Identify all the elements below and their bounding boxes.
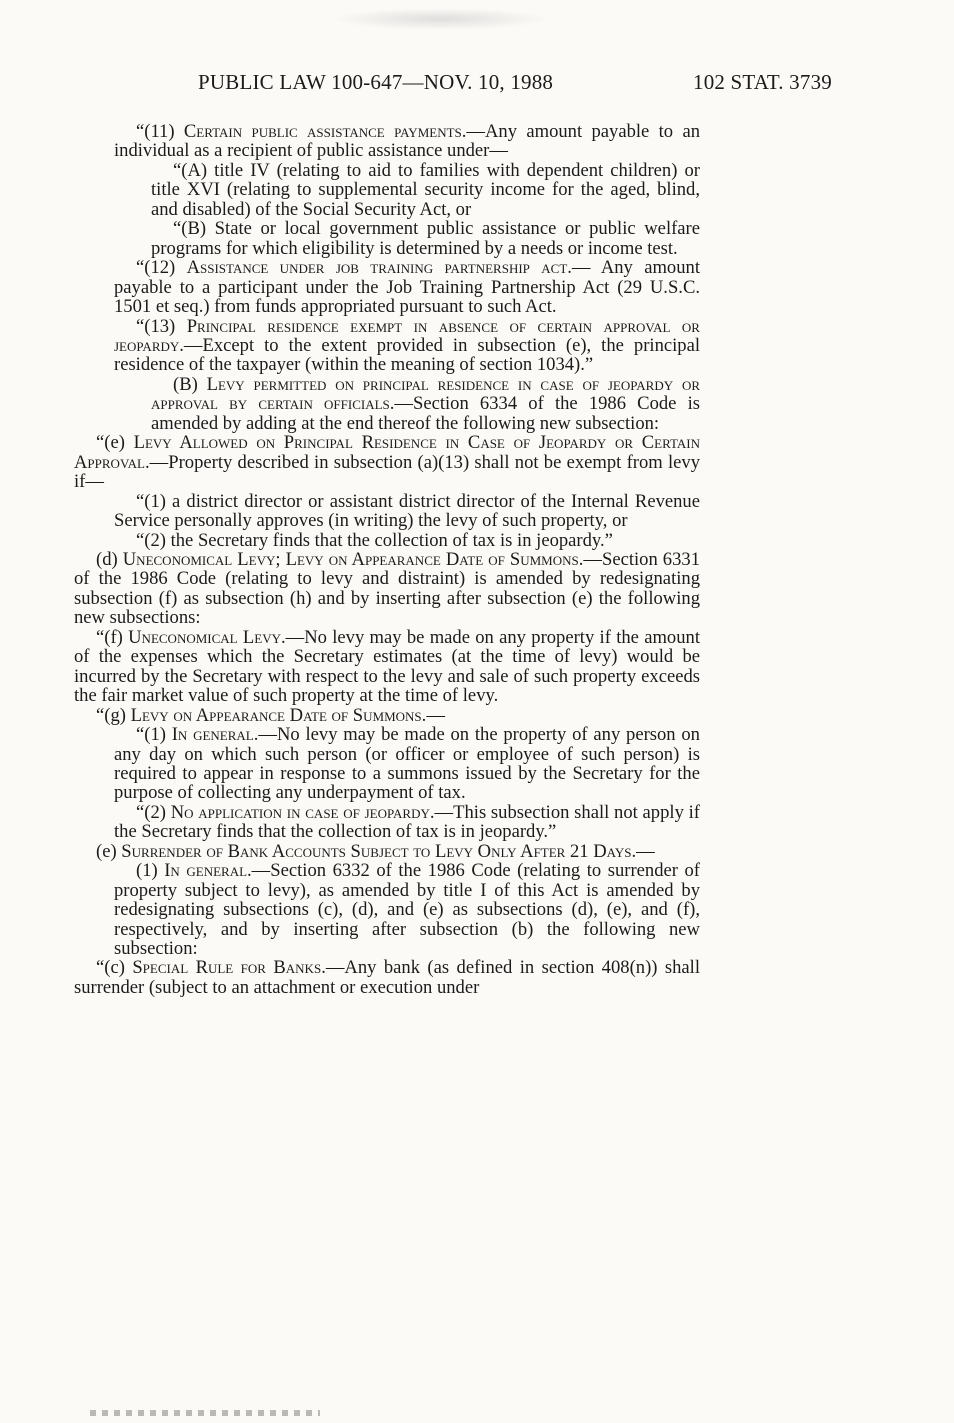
paragraph-text: (d) <box>96 548 123 570</box>
paragraph <box>74 706 700 725</box>
paragraph-text: “(A) title IV (relating to aid to families with dependent children) or title XVI (relating to supplemental security income for the aged, blind, and disabled) of the Social Security Act, or <box>151 159 700 220</box>
section-heading: No application in case of jeopardy <box>170 801 430 823</box>
section-heading: Levy on Appearance Date of Summons <box>130 704 422 726</box>
paragraph-text: “(e) <box>96 432 134 454</box>
paragraph <box>151 219 700 258</box>
paragraph <box>151 161 700 219</box>
paragraph <box>114 861 700 958</box>
section-heading: Surrender of Bank Accounts Subject to Levy Only After 21 Days <box>121 840 632 862</box>
paragraph <box>114 258 700 316</box>
paragraph <box>74 628 700 706</box>
paragraph <box>114 803 700 842</box>
paragraph-text: .—Property described in subsection (a)(13) shall not be exempt from levy if— <box>74 451 700 493</box>
paragraph-text: .—Section 6334 of the 1986 Code is amended by adding at the end thereof the following new subsection: <box>151 393 700 434</box>
paragraph-text: “(1) <box>136 724 172 746</box>
section-heading: Uneconomical Levy; Levy on Appearance Date of Summons <box>122 548 579 570</box>
paragraph-text: “(2) the Secretary finds that the collection of tax is in jeopardy.” <box>136 529 613 551</box>
paragraph-text: “(f) <box>96 626 129 648</box>
section-heading: Special Rule for Banks <box>132 957 322 979</box>
paragraph-text: “(g) <box>96 704 131 726</box>
paragraph-text: “(12) <box>136 257 187 279</box>
scan-artifact <box>330 8 550 30</box>
paragraph-text: .—No levy may be made on the property of any person on any day on which such person (or officer or employee of such person) is required to appear in response to a summons issued by the Secretary for the purpose of collecting any underpayment of tax. <box>114 724 700 804</box>
statute-body <box>74 122 700 997</box>
paragraph-text: (1) <box>136 860 165 882</box>
paragraph-text: .— <box>421 704 445 726</box>
section-heading: Certain public assistance payments <box>183 121 462 142</box>
paragraph-text: .—Except to the extent provided in subsection (e), the principal residence of the taxpayer (within the meaning of section 1034).” <box>114 334 700 376</box>
paragraph <box>74 550 700 628</box>
section-heading: Principal residence exempt in absence of certain approval or jeopardy <box>114 315 700 356</box>
paragraph <box>74 842 700 861</box>
paragraph <box>151 375 700 433</box>
section-heading: In general <box>164 860 248 882</box>
running-header-title: PUBLIC LAW 100-647—NOV. 10, 1988 <box>198 70 554 94</box>
section-heading: Uneconomical Levy <box>128 626 281 648</box>
paragraph-text: “(13) <box>136 315 187 337</box>
paragraph-text: .—No levy may be made on any property if the amount of the expenses which the Secretary estimates (at the time of levy) would be incurred by the Secretary with respect to the levy and sale of such property exceeds the fair market value of such property at the time of levy. <box>74 626 700 707</box>
section-heading: Levy Allowed on Principal Residence in Case of Jeopardy or Certain Approval <box>74 432 700 473</box>
paragraph-text: .— <box>631 840 655 862</box>
paragraph-text: (B) <box>173 373 207 395</box>
paragraph <box>114 492 700 531</box>
section-heading: Assistance under job training partnership act <box>186 257 568 279</box>
paragraph-text: (e) <box>96 840 122 862</box>
paragraph-text: .—Section 6332 of the 1986 Code (relating to surrender of property subject to levy), as amended by title I of this Act is amended by redesignating subsections (c), (d), and (e) as subsections (d), (e), and (f), respectively, and by inserting after subsection (b) the following new subsection: <box>114 860 700 960</box>
page-number: 102 STAT. 3739 <box>693 70 832 94</box>
paragraph-text: “(c) <box>96 957 133 979</box>
paragraph <box>74 433 700 491</box>
scan-footer-artifact <box>90 1410 320 1416</box>
section-heading: In general <box>171 724 254 746</box>
paragraph <box>114 725 700 803</box>
paragraph-text: “(2) <box>136 801 171 823</box>
paragraph-text: .—Any amount payable to an individual as a recipient of public assistance under— <box>114 121 700 162</box>
paragraph <box>114 122 700 161</box>
paragraph-text: “(11) <box>136 121 184 142</box>
paragraph-text: .—This subsection shall not apply if the Secretary finds that the collection of tax is in jeopardy.” <box>114 801 700 843</box>
section-heading: Levy permitted on principal residence in case of jeopardy or approval by certain officials <box>151 373 700 415</box>
paragraph-text: “(B) State or local government public assistance or public welfare programs for which eligibility is determined by a needs or income test. <box>151 218 700 259</box>
paragraph-text: .—Section 6331 of the 1986 Code (relating to levy and distraint) is amended by redesignating subsection (f) as subsection (h) and by inserting after subsection (e) the following new subsections: <box>74 548 700 629</box>
paragraph-text: “(1) a district director or assistant district director of the Internal Revenue Service personally approves (in writing) the levy of such property, or <box>114 490 700 532</box>
paragraph-text: .—Any bank (as defined in section 408(n)) shall surrender (subject to an attachment or execution under <box>74 957 700 998</box>
paragraph-text: .— Any amount payable to a participant under the Job Training Partnership Act (29 U.S.C. 1501 et seq.) from funds appropriated pursuant to such Act. <box>114 257 700 318</box>
paragraph <box>114 531 700 550</box>
paragraph <box>74 958 700 997</box>
paragraph <box>114 317 700 375</box>
